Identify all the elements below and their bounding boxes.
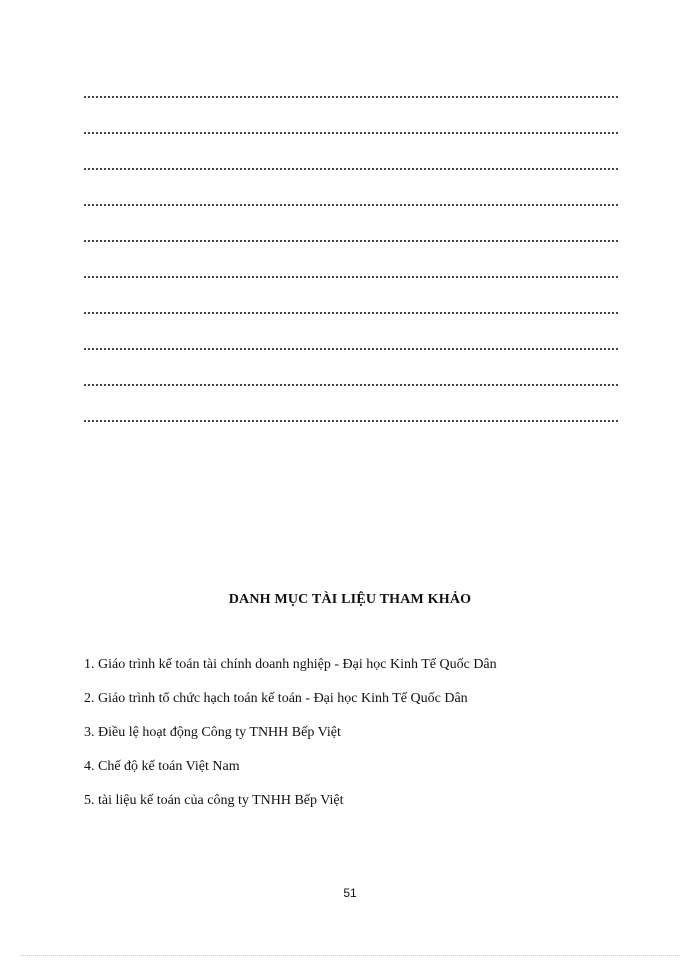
reference-item: 3. Điều lệ hoạt động Công ty TNHH Bếp Việt (84, 725, 341, 740)
reference-list (84, 656, 644, 826)
page-number: 51 (343, 886, 357, 900)
dotted-line (84, 348, 618, 350)
dotted-line (84, 204, 618, 206)
reference-item: 5. tài liệu kế toán của công ty TNHH Bếp Việt (84, 793, 344, 808)
dotted-line (84, 240, 618, 242)
page-edge-divider (20, 955, 680, 956)
reference-item: 2. Giáo trình tổ chức hạch toán kế toán - Đại học Kinh Tế Quốc Dân (84, 691, 468, 706)
dotted-line (84, 96, 618, 98)
dotted-line (84, 276, 618, 278)
dotted-line (84, 168, 618, 170)
reference-item: 4. Chế độ kế toán Việt Nam (84, 759, 240, 774)
dotted-line (84, 384, 618, 386)
dotted-line (84, 312, 618, 314)
references-heading: DANH MỤC TÀI LIỆU THAM KHẢO (228, 592, 472, 607)
blank-dotted-lines (84, 96, 618, 456)
dotted-line (84, 420, 618, 422)
dotted-line (84, 132, 618, 134)
reference-item: 1. Giáo trình kế toán tài chính doanh nghiệp - Đại học Kinh Tế Quốc Dân (84, 657, 497, 672)
